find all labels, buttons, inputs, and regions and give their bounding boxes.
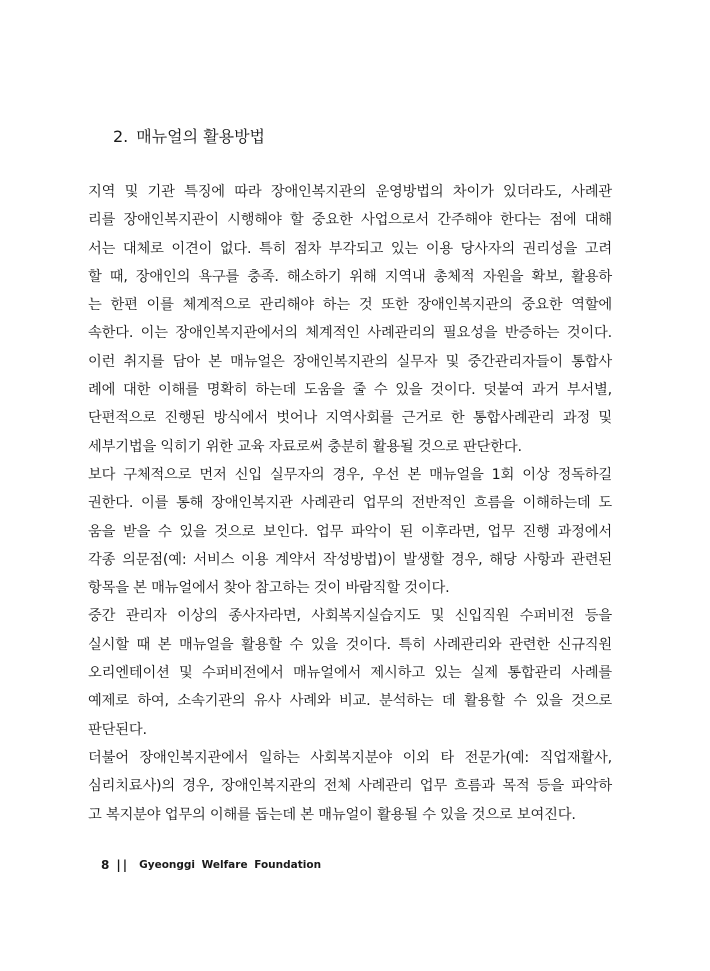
footer-organization: Gyeonggi Welfare Foundation (139, 859, 322, 871)
text-line: 오리엔테이션 및 수퍼비전에서 매뉴얼에서 제시하고 있는 실제 통합관리 사례를 (88, 665, 612, 682)
page-number: 8 (101, 858, 110, 872)
text-line: 판단된다. (88, 721, 147, 738)
text-line: 보다 구체적으로 먼저 신입 실무자의 경우, 우선 본 매뉴얼을 1회 이상 정독하길 (88, 466, 612, 483)
text-line: 움을 받을 수 있을 것으로 보인다. 업무 파악이 된 이후라면, 업무 진행 과정에서 (88, 523, 612, 540)
text-line: 심리치료사)의 경우, 장애인복지관의 전체 사례관리 업무 흐름과 목적 등을 파악하 (88, 778, 612, 795)
text-line: 중간 관리자 이상의 종사자라면, 사회복지실습지도 및 신입직원 수퍼비전 등을 (88, 608, 612, 625)
text-line: 이런 취지를 담아 본 매뉴얼은 장애인복지관의 실무자 및 중간관리자들이 통합사 (88, 353, 612, 370)
text-line: 지역 및 기관 특징에 따라 장애인복지관의 운영방법의 차이가 있더라도, 사례관 (88, 184, 612, 200)
text-line: 고 복지분야 업무의 이해를 돕는데 본 매뉴얼이 활용될 수 있을 것으로 보여진다. (88, 806, 576, 823)
text-line: 는 한편 이를 체계적으로 관리해야 하는 것 또한 장애인복지관의 중요한 역할에 (88, 297, 612, 314)
body-text (88, 178, 612, 829)
text-line: 각종 의문점(예: 서비스 이용 계약서 작성방법)이 발생할 경우, 해당 사항과 관련된 (88, 551, 612, 568)
text-line: 세부기법을 익히기 위한 교육 자료로써 충분히 활용될 것으로 판단한다. (88, 438, 522, 455)
footer-separator: || (116, 858, 130, 872)
text-line: 실시할 때 본 매뉴얼을 활용할 수 있을 것이다. 특히 사례관리와 관련한 신규직원 (88, 636, 612, 653)
section-title: 매뉴얼의 활용방법 (136, 127, 265, 146)
section-heading (113, 124, 265, 147)
text-line: 례에 대한 이해를 명확히 하는데 도움을 줄 수 있을 것이다. 덧붙여 과거 부서별, (88, 382, 612, 399)
text-line: 더불어 장애인복지관에서 일하는 사회복지분야 이외 타 전문가(예: 직업재활사, (88, 749, 612, 766)
text-line: 예제로 하여, 소속기관의 유사 사례와 비교. 분석하는 데 활용할 수 있을 것으로 (88, 693, 612, 710)
section-number: 2. (113, 127, 129, 146)
text-line: 서는 대체로 이견이 없다. 특히 점차 부각되고 있는 이용 당사자의 권리성을 고려 (88, 240, 612, 257)
text-line: 할 때, 장애인의 욕구를 충족. 해소하기 위해 지역내 총체적 자원을 확보, 활용하 (88, 268, 612, 285)
text-line: 단편적으로 진행된 방식에서 벗어나 지역사회를 근거로 한 통합사례관리 과정 및 (88, 410, 612, 427)
text-line: 항목을 본 매뉴얼에서 찾아 참고하는 것이 바람직할 것이다. (88, 580, 450, 597)
text-line: 리를 장애인복지관이 시행해야 할 중요한 사업으로서 간주해야 한다는 점에 대해 (88, 212, 612, 229)
page-footer (101, 858, 321, 872)
text-line: 속한다. 이는 장애인복지관에서의 체계적인 사례관리의 필요성을 반증하는 것이다. (88, 325, 612, 342)
text-line: 권한다. 이를 통해 장애인복지관 사례관리 업무의 전반적인 흐름을 이해하는데 도 (88, 495, 612, 512)
